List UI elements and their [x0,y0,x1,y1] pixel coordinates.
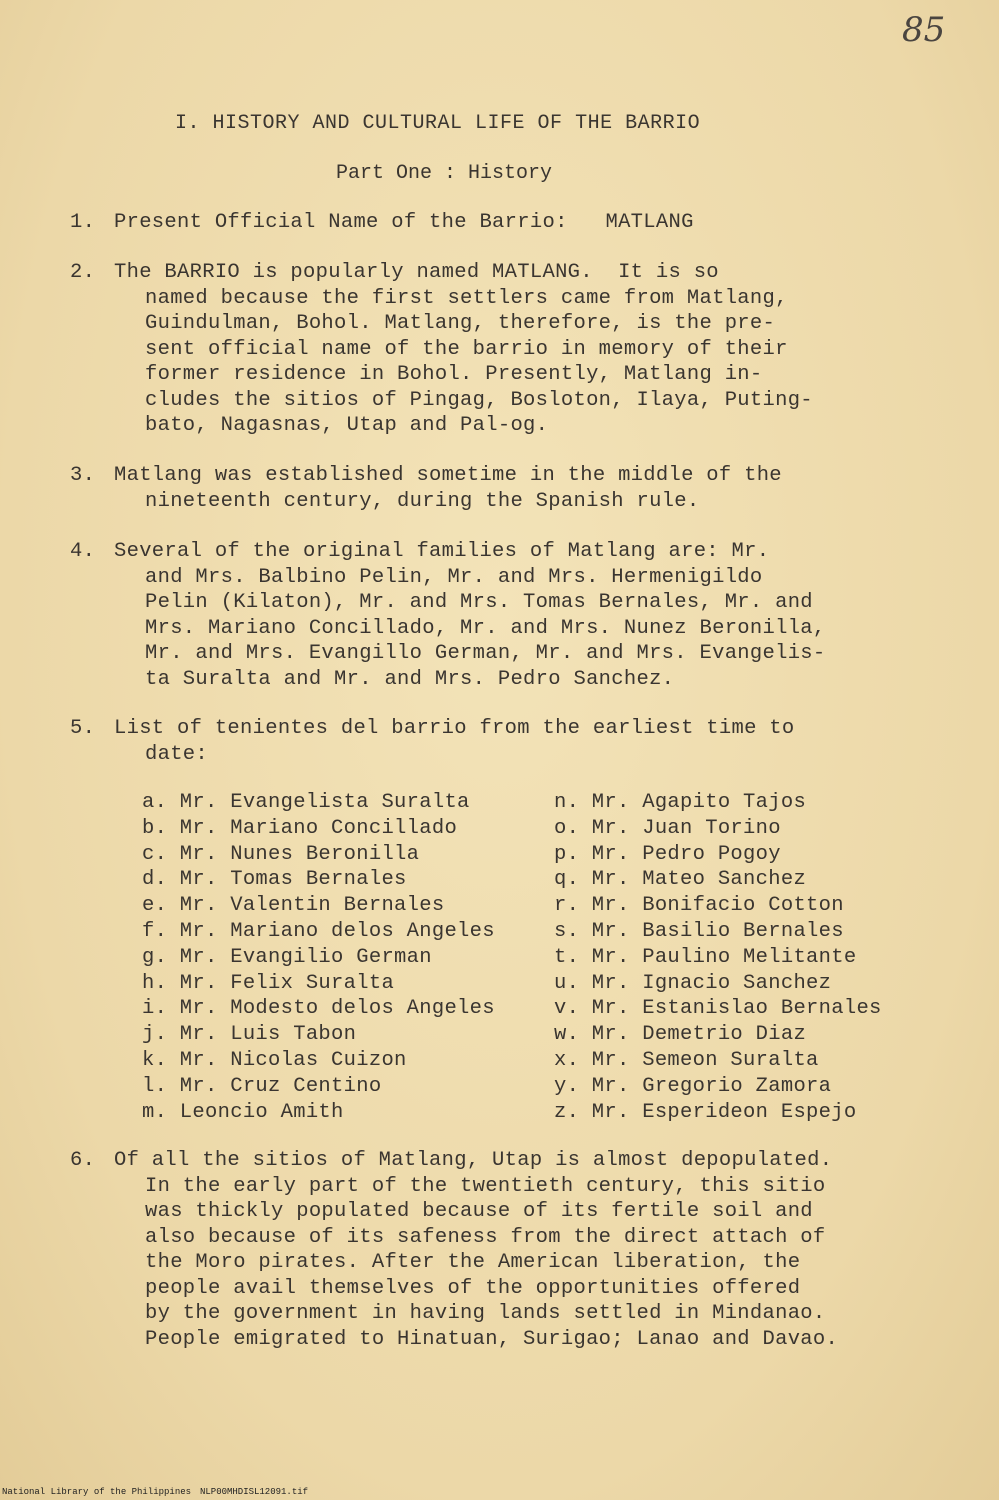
p5-text: date: [145,742,209,766]
teniente-right: y. Mr. Gregorio Zamora [554,1074,832,1098]
p2-text: Guindulman, Bohol. Matlang, therefore, is the pre- [145,312,776,335]
p1-text: Present Official Name of the Barrio: MATLANG [114,211,694,234]
teniente-right: t. Mr. Paulino Melitante [554,945,857,969]
list-item [142,790,972,816]
p2-line [70,388,970,414]
p1-number: 1. [70,211,96,234]
p6-line [70,1148,970,1174]
p5-line [70,742,970,768]
p5-text: List of tenientes del barrio from the earliest time to [114,717,795,740]
p6-text: by the government in having lands settled in Mindanao. [145,1302,826,1325]
p2-text: former residence in Bohol. Presently, Matlang in- [145,363,763,386]
list-item [142,1074,972,1100]
teniente-right: q. Mr. Mateo Sanchez [554,868,807,892]
list-item [142,971,972,997]
teniente-right: s. Mr. Basilio Bernales [554,919,844,943]
p6-text: People emigrated to Hinatuan, Surigao; Lanao and Davao. [145,1327,839,1351]
p4-text: Pelin (Kilaton), Mr. and Mrs. Tomas Bernales, Mr. and [145,591,813,614]
teniente-left: l. Mr. Cruz Centino [142,1074,382,1098]
p2-text: cludes the sitios of Pingag, Bosloton, Ilaya, Puting- [145,388,813,412]
p6-text: Of all the sitios of Matlang, Utap is almost depopulated. [114,1149,833,1172]
p6-line [70,1174,970,1200]
teniente-right: r. Mr. Bonifacio Cotton [554,894,844,918]
p6-text: In the early part of the twentieth century, this sitio [145,1174,826,1198]
teniente-right: n. Mr. Agapito Tajos [554,791,807,814]
p4-text: ta Suralta and Mr. and Mrs. Pedro Sanchez. [145,667,675,691]
section-subtitle: Part One : History [336,162,553,185]
p4-line [70,539,970,565]
teniente-right: p. Mr. Pedro Pogoy [554,842,781,866]
item-6 [70,1148,970,1352]
p4-text: Mrs. Mariano Concillado, Mr. and Mrs. Nunez Beronilla, [145,616,826,640]
p2-text: bato, Nagasnas, Utap and Pal-og. [145,414,549,437]
p2-text: The BARRIO is popularly named MATLANG. It is so [114,261,719,284]
p5-number: 5. [70,717,96,740]
p6-text: also because of its safeness from the direct attach of [145,1225,826,1249]
teniente-left: h. Mr. Felix Suralta [142,971,395,995]
list-item [142,842,972,868]
p3-number: 3. [70,464,96,487]
p2-line [70,337,970,363]
p1-line [70,210,970,236]
footer-filename: NLP00MHDISL12091.tif [200,1487,309,1497]
item-3 [70,463,970,514]
item-1 [70,210,970,236]
p4-text: Mr. and Mrs. Evangillo German, Mr. and Mrs. Evangelis- [145,642,826,665]
p2-text: named because the first settlers came from Matlang, [145,286,788,310]
p6-text: people avail themselves of the opportunities offered [145,1276,801,1300]
teniente-left: e. Mr. Valentin Bernales [142,894,445,918]
p4-line [70,667,970,693]
teniente-left: d. Mr. Tomas Bernales [142,868,407,892]
teniente-right: v. Mr. Estanislao Bernales [554,997,882,1021]
p6-line [70,1327,970,1353]
p2-line [70,260,970,286]
p4-text: Several of the original families of Matlang are: Mr. [114,540,770,563]
teniente-left: m. Leoncio Amith [142,1100,344,1124]
footer-library: National Library of the Philippines [2,1487,192,1497]
list-item [142,919,972,945]
teniente-left: k. Mr. Nicolas Cuizon [142,1048,407,1072]
p4-number: 4. [70,540,96,563]
teniente-left: f. Mr. Mariano delos Angeles [142,919,495,943]
p4-line [70,616,970,642]
teniente-right: u. Mr. Ignacio Sanchez [554,971,832,995]
teniente-left: i. Mr. Modesto delos Angeles [142,997,495,1021]
p4-line [70,641,970,667]
p3-text: nineteenth century, during the Spanish rule. [145,489,700,513]
p5-line [70,716,970,742]
teniente-right: w. Mr. Demetrio Diaz [554,1023,807,1047]
p6-line [70,1199,970,1225]
list-item [142,816,972,842]
p6-line [70,1250,970,1276]
list-item [142,1022,972,1048]
teniente-left: g. Mr. Evangilio German [142,945,432,969]
p2-line [70,413,970,439]
item-5 [70,716,970,767]
p2-line [70,362,970,388]
item-2 [70,260,970,439]
teniente-right: o. Mr. Juan Torino [554,816,781,840]
p6-text: was thickly populated because of its fertile soil and [145,1200,813,1223]
teniente-left: b. Mr. Mariano Concillado [142,816,458,840]
list-item [142,893,972,919]
item-4 [70,539,970,692]
teniente-left: j. Mr. Luis Tabon [142,1023,357,1047]
p6-line [70,1225,970,1251]
p6-number: 6. [70,1149,96,1172]
list-item [142,945,972,971]
p4-line [70,565,970,591]
p2-line [70,286,970,312]
p4-text: and Mrs. Balbino Pelin, Mr. and Mrs. Hermenigildo [145,565,763,589]
p2-number: 2. [70,261,96,284]
list-item [142,867,972,893]
tenientes-list [142,790,972,1125]
teniente-left: c. Mr. Nunes Beronilla [142,842,420,866]
teniente-left: a. Mr. Evangelista Suralta [142,791,470,814]
document-title: I. HISTORY AND CULTURAL LIFE OF THE BARRIO [175,112,701,135]
teniente-right: x. Mr. Semeon Suralta [554,1048,819,1072]
p2-line [70,311,970,337]
p3-text: Matlang was established sometime in the middle of the [114,464,782,487]
p6-line [70,1301,970,1327]
list-item [142,996,972,1022]
list-item [142,1048,972,1074]
p2-text: sent official name of the barrio in memory of their [145,337,788,361]
teniente-right: z. Mr. Esperideon Espejo [554,1100,857,1124]
p4-line [70,590,970,616]
p3-line [70,489,970,515]
p6-line [70,1276,970,1302]
p3-line [70,463,970,489]
p6-text: the Moro pirates. After the American liberation, the [145,1251,801,1274]
list-item [142,1100,972,1126]
page-number: 85 [902,10,946,50]
